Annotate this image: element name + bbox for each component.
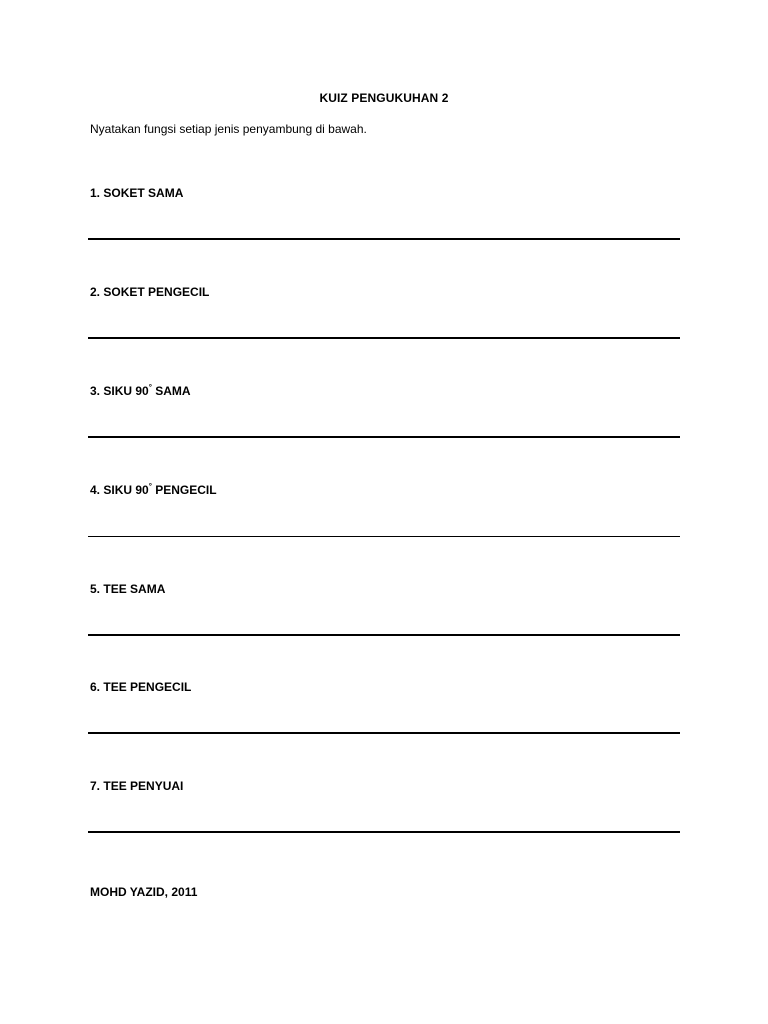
question-number: 2. bbox=[90, 285, 101, 299]
question-number: 4. bbox=[90, 483, 101, 497]
answer-line-2[interactable] bbox=[88, 337, 680, 339]
question-number: 3. bbox=[90, 384, 101, 398]
question-5 bbox=[90, 582, 165, 596]
question-7 bbox=[90, 779, 183, 793]
answer-line-3[interactable] bbox=[88, 436, 680, 438]
answer-line-1[interactable] bbox=[88, 238, 680, 240]
question-number: 5. bbox=[90, 582, 101, 596]
answer-line-6[interactable] bbox=[88, 732, 680, 734]
question-number: 6. bbox=[90, 680, 101, 694]
degree-symbol: ° bbox=[148, 482, 152, 491]
degree-symbol: ° bbox=[148, 383, 152, 392]
question-text: TEE SAMA bbox=[103, 582, 166, 596]
answer-line-7[interactable] bbox=[88, 831, 680, 833]
question-number: 1. bbox=[90, 186, 101, 200]
question-text: SOKET SAMA bbox=[103, 186, 184, 200]
question-text-suffix: SAMA bbox=[151, 384, 191, 398]
question-text: SOKET PENGECIL bbox=[103, 285, 210, 299]
question-4 bbox=[90, 483, 217, 497]
question-2 bbox=[90, 285, 209, 299]
instruction-text: Nyatakan fungsi setiap jenis penyambung di bawah. bbox=[90, 122, 367, 136]
question-text-suffix: PENGECIL bbox=[151, 483, 217, 497]
page-title: KUIZ PENGUKUHAN 2 bbox=[319, 91, 449, 105]
question-1 bbox=[90, 186, 183, 200]
author-credit: MOHD YAZID, 2011 bbox=[90, 885, 198, 899]
question-text-main: SIKU 90 bbox=[103, 483, 149, 497]
answer-line-4[interactable] bbox=[88, 536, 680, 537]
answer-line-5[interactable] bbox=[88, 634, 680, 636]
question-text: TEE PENGECIL bbox=[103, 680, 192, 694]
question-3 bbox=[90, 384, 191, 398]
question-text-main: SIKU 90 bbox=[103, 384, 149, 398]
question-6 bbox=[90, 680, 191, 694]
question-number: 7. bbox=[90, 779, 101, 793]
question-text: TEE PENYUAI bbox=[103, 779, 184, 793]
